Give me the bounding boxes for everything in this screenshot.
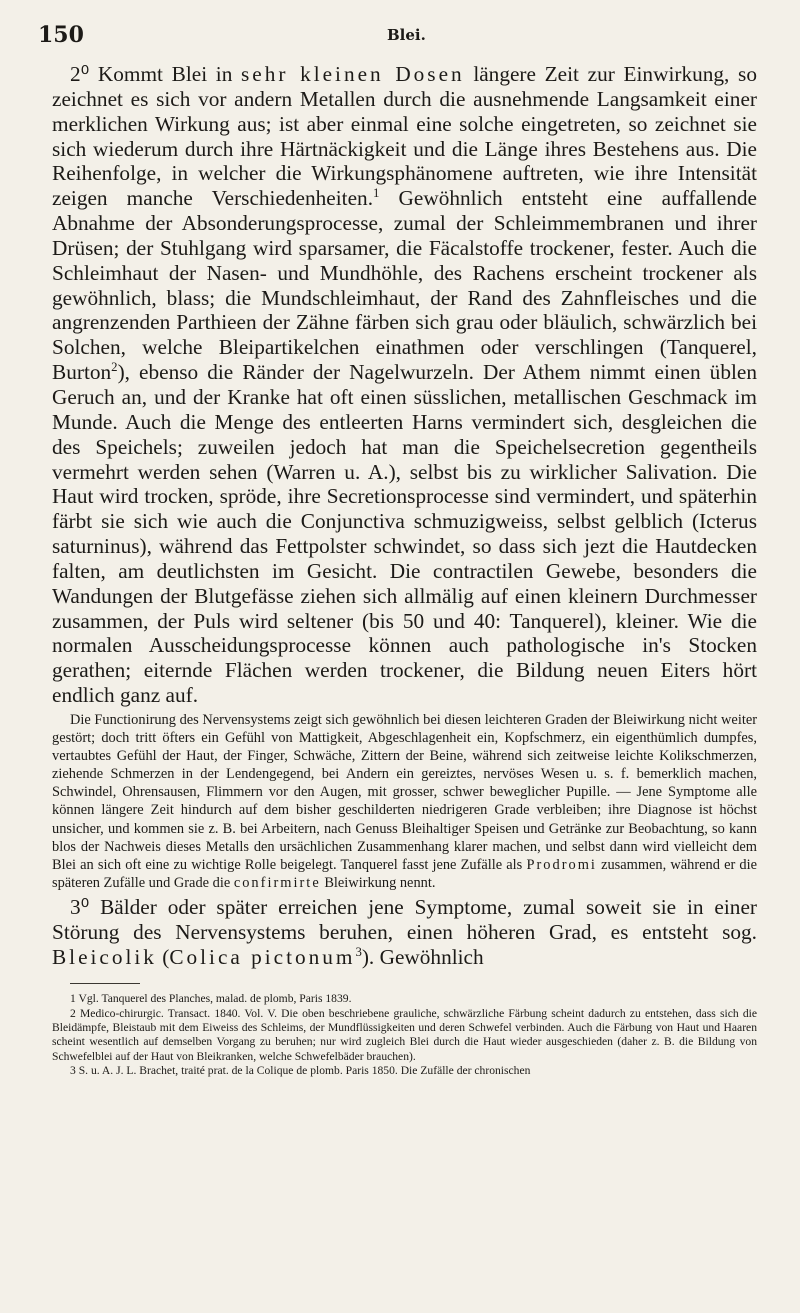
running-title: Blei. <box>387 26 426 44</box>
paragraph-3: 3⁰ Bälder oder später erreichen jene Symptome, zumal soweit sie in einer Störung des Nervensystems beruhen, einen höheren Grad, es entsteht sog. Bleicolik (Colica pictonum$^3$). Gewöhnlich <box>52 894 757 969</box>
footnote-ref-3: 3 <box>355 944 362 959</box>
footnote: 2 Medico-chirurgic. Transact. 1840. Vol. V. Die oben beschriebene grauliche, schwärzliche Färbung scheint dadurch zu entstehen, dass sich die Bleidämpfe, Bleistaub mit dem Eiweiss des Schleims, der Mundflüssigkeiten und deren Schwefel verbinden. Auch die Färbung von Haut und Haaren scheint wesentlich auf demselben Vorgang zu beruhen; nur wird zugleich Blei durch die Haut wieder ausgeschieden (daher z. B. die Bildung von Schwefelblei auf der Haut von Bleikranken, welche Schwefelbäder brauchen). <box>52 1006 757 1063</box>
footnote: 3 S. u. A. J. L. Brachet, traité prat. de la Colique de plomb. Paris 1850. Die Zufälle der chronischen <box>70 1063 531 1077</box>
footnote-number: 3 <box>70 1063 76 1077</box>
book-page <box>38 22 757 1078</box>
emphasis-spaced: Colica pictonum <box>169 944 356 969</box>
footnote-divider <box>70 983 140 984</box>
footnote-number: 1 <box>70 992 76 1006</box>
paragraph-2-number: 2⁰ <box>70 62 90 86</box>
emphasis-spaced: sehr kleinen Dosen <box>241 62 465 86</box>
paragraph-3-number: 3⁰ <box>70 894 90 919</box>
page-number: 150 <box>38 22 84 48</box>
emphasis-spaced: Prodromi <box>526 856 597 873</box>
small-print-paragraph: Die Functionirung des Nervensystems zeigt sich gewöhnlich bei diesen leichteren Graden der Bleiwirkung nicht weiter gestört; doch tritt öfters ein Gefühl von Mattigkeit, Abgeschlagenheit ein, Kopfschmerz, ein eigenthümlich dumpfes, vertaubtes Gefühl der Haut, der Finger, Schwäche, Zittern der Beine, während sich zeitweise leichte Kolikschmerzen, ziehende Schmerzen in der Lendengegend, bei Andern ein gereiztes, nervöses Wesen u. s. f. bemerklich machen, Schwindel, Ohrensausen, Flimmern vor den Augen, mit grosser, schwer beweglicher Pupille. — Jene Symptome alle können längere Zeit hindurch auf dem bisher geschilderten niedrigeren Grade verbleiben; ihre Diagnose ist höchst unsicher, und kommen sie z. B. bei Arbeitern, nach Genuss Bleihaltiger Speisen und Getränke zur Beobachtung, so kann blos der Nachweis dieses Metalls den ursächlichen Zusammenhang klarer machen, und selbst dann wird vielleicht dem Blei an sich oft eine zu wichtige Rolle beigelegt. Tanquerel fasst jene Zufälle als Prodromi zusammen, während er die späteren Zufälle und Grade die confirmirte Bleiwirkung nennt. <box>52 711 757 891</box>
emphasis-spaced: confirmirte <box>233 874 321 891</box>
footnote-ref-2: 2 <box>111 360 118 375</box>
page-header <box>38 22 757 50</box>
footnote-number: 2 <box>70 1006 76 1020</box>
footnote-ref-1: 1 <box>373 186 380 201</box>
paragraph-2: 2⁰ Kommt Blei in sehr kleinen Dosen längere Zeit zur Einwirkung, so zeichnet es sich vor andern Metallen durch die ausnehmende Langsamkeit einer merklichen Wirkung aus; ist aber einmal eine solche eingetreten, so zeichnet sie sich wiederum durch ihre Härtnäckigkeit und die Länge ihres Bestehens aus. Die Reihenfolge, in welcher die Wirkungsphänomene auftreten, wie ihre Intensität zeigen manche Verschiedenheiten.$^1$ Gewöhnlich entsteht eine auffallende Abnahme der Absonderungsprocesse, zumal der Schleimmembranen und ihrer Drüsen; der Stuhlgang wird sparsamer, die Fäcalstoffe trockener, fester. Auch die Schleimhaut der Nasen- und Mundhöhle, des Rachens erscheint trockener als gewöhnlich, blass; die Mundschleimhaut, der Rand des Zahnfleisches und die angrenzenden Parthieen der Zähne färben sich grau oder bläulich, schwärzlich bei Solchen, welche Bleipartikelchen einathmen oder verschlingen (Tanquerel, Burton$^2$), ebenso die Ränder der Nagelwurzeln. Der Athem nimmt einen üblen Geruch an, und der Kranke hat oft einen süsslichen, metallischen Geschmack im Munde. Auch die Menge des entleerten Harns vermindert sich, desgleichen die des Speichels; zuweilen jedoch hat man die Speichelsecretion gegentheils vermehrt werden sehen (Warren u. A.), selbst bis zu wirklicher Salivation. Die Haut wird trocken, spröde, ihre Secretionsprocesse sind vermindert, und späterhin färbt sie sich wie auch die Conjunctiva schmuzigweiss, selbst gelblich (Icterus saturninus), während das Fettpolster schwindet, so dass sich jezt die Hautdecken falten, am deutlichsten im Gesicht. Die contractilen Gewebe, besonders die Wandungen der Blutgefässe ziehen sich allmälig auf einen kleinern Durchmesser zusammen, der Puls wird seltener (bis 50 und 40: Tanquerel), kleiner. Wie die normalen Ausscheidungsprocesse können auch pathologische in's Stocken gerathen; eiternde Flächen werden trockener, die Bildung neuen Eiters hört endlich ganz auf. <box>52 62 757 708</box>
footnote: 1 Vgl. Tanquerel des Planches, malad. de plomb, Paris 1839. <box>70 992 352 1006</box>
emphasis-spaced: Bleicolik <box>52 944 157 969</box>
